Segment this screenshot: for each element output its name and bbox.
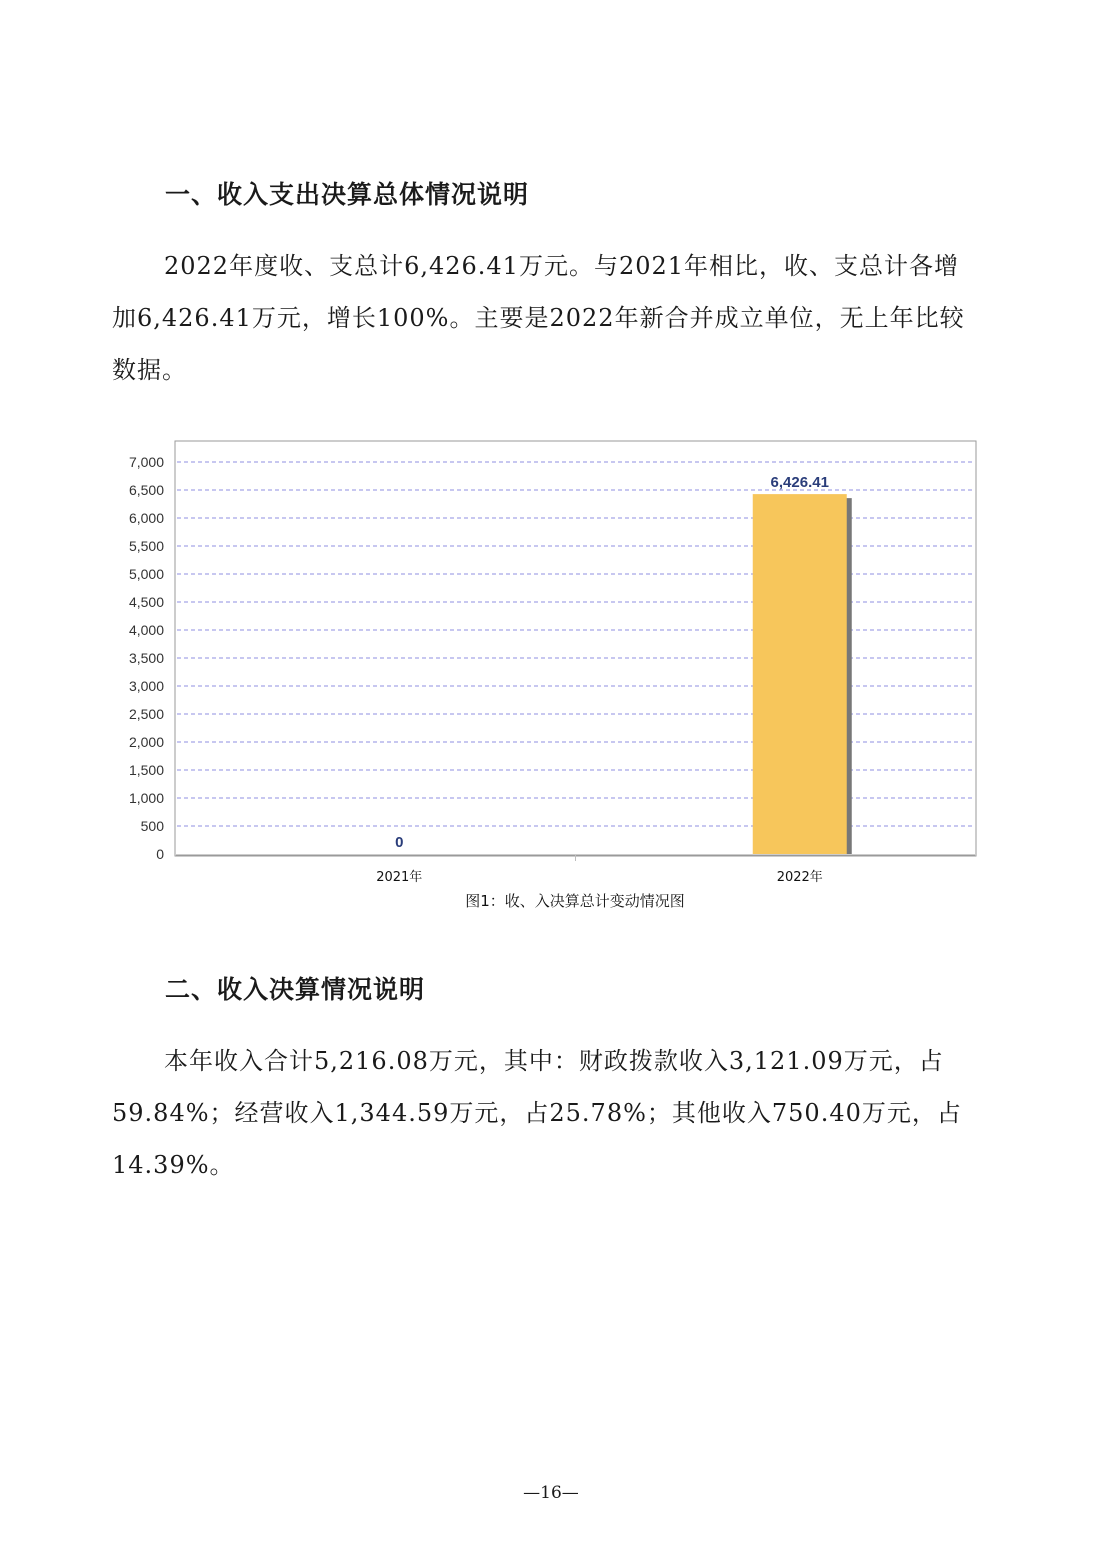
- y-tick-label: 7,000: [128, 454, 164, 470]
- section-paragraph-1: 2022年度收、支总计6,426.41万元。与2021年相比，收、支总计各增加6,426.41万元，增长100%。主要是2022年新合并成立单位，无上年比较数据。: [112, 252, 965, 384]
- y-tick-label: 2,500: [128, 706, 164, 722]
- bar-chart: [110, 435, 990, 915]
- y-tick-label: 6,500: [128, 482, 164, 498]
- y-tick-label: 5,000: [128, 566, 164, 582]
- y-tick-label: 3,500: [128, 650, 164, 666]
- plot-area: [175, 441, 976, 856]
- x-tick-label: 2021年: [376, 870, 423, 885]
- section-heading-2: 二、收入决算情况说明: [165, 975, 426, 1004]
- bars: [753, 494, 852, 854]
- bar: [753, 494, 847, 854]
- data-label: 0: [395, 834, 404, 851]
- section-heading-1: 一、收入支出决算总体情况说明: [165, 180, 530, 209]
- y-tick-label: 2,000: [128, 734, 164, 750]
- y-axis-ticks: [129, 454, 164, 862]
- bar-chart-svg: [110, 435, 990, 915]
- y-tick-label: 4,500: [128, 594, 164, 610]
- y-tick-label: 1,000: [128, 790, 164, 806]
- y-tick-label: 6,000: [128, 510, 164, 526]
- chart-caption: 图1：收、入决算总计变动情况图: [465, 892, 685, 910]
- data-label: 6,426.41: [770, 474, 829, 492]
- y-tick-label: 5,500: [128, 538, 164, 554]
- x-axis-ticks: [376, 869, 823, 885]
- page-number: —16—: [523, 1483, 579, 1503]
- y-tick-label: 4,000: [128, 622, 164, 638]
- section-paragraph-2: 本年收入合计5,216.08万元，其中：财政拨款收入3,121.09万元，占59.84%；经营收入1,344.59万元，占25.78%；其他收入750.40万元，占14.39%。: [112, 1047, 962, 1179]
- y-tick-label: 0: [156, 846, 164, 862]
- x-tick-label: 2022年: [776, 870, 823, 885]
- y-tick-label: 1,500: [128, 762, 164, 778]
- y-tick-label: 3,000: [128, 678, 164, 694]
- y-tick-label: 500: [140, 818, 164, 834]
